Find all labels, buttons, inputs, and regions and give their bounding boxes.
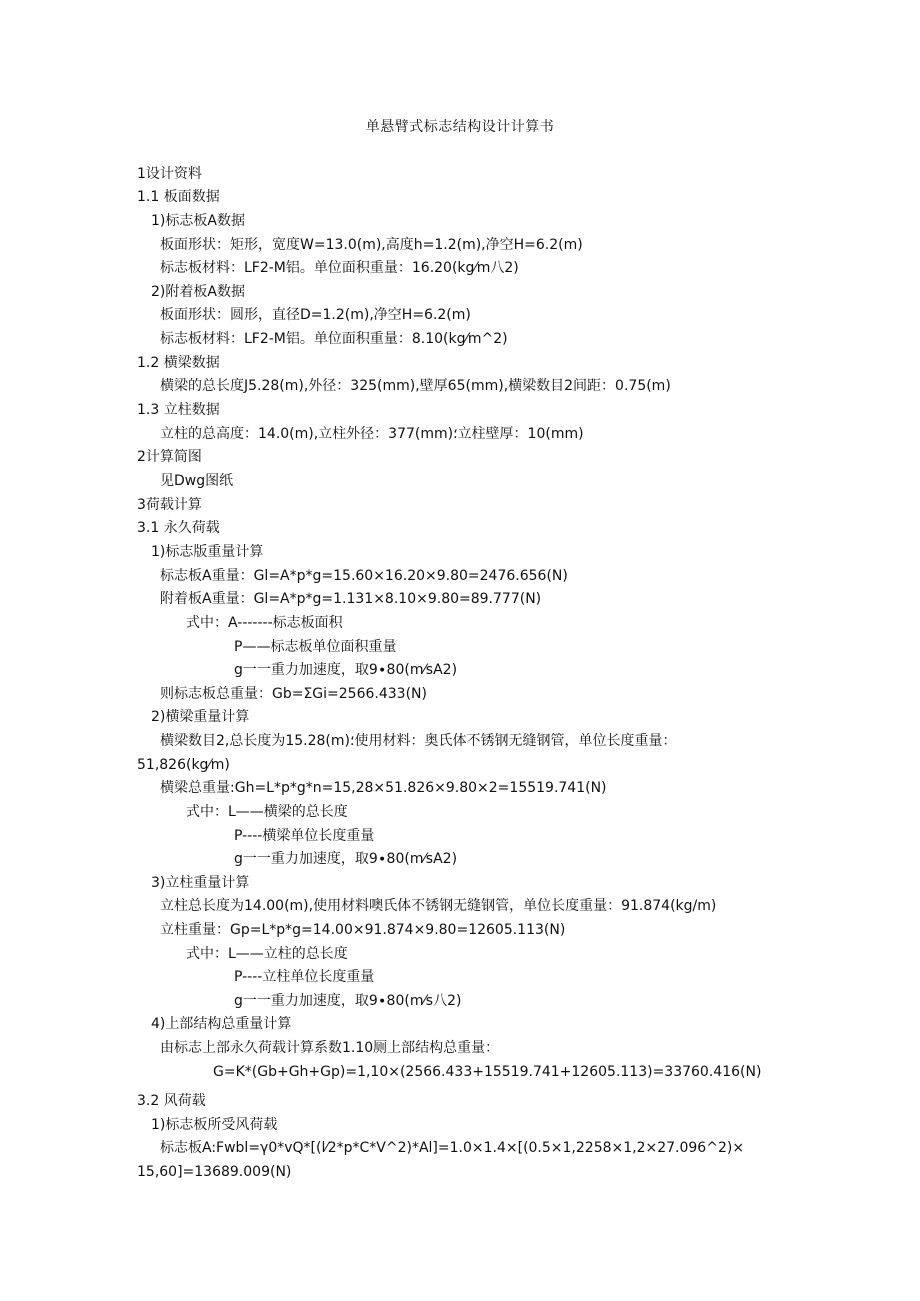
text-line: 标志板A:Fwbl=γ0*vQ*[(l⁄2*p*C*V^2)*Al]=1.0×1.4×[(0.5×1,2258×1,2×27.096^2)× [160,1140,745,1156]
text-line: 则标志板总重量：Gb=ΣGi=2566.433(N) [160,686,427,702]
formula-line: G=K*(Gb+Gh+Gp)=1,10×(2566.433+15519.741+12605.113)=33760.416(N) [213,1064,762,1080]
text-line: P----立柱单位长度重量 [234,969,375,985]
item-heading: 1)标志版重量计算 [151,544,264,560]
item-heading: 2)附着板A数据 [151,284,245,300]
subsection-heading: 1.1 板面数据 [137,189,220,205]
text-line: P——标志板单位面积重量 [234,639,397,655]
subsection-heading: 3.2 风荷载 [137,1093,206,1109]
section-heading: 3荷载计算 [137,497,202,513]
text-line: 立柱的总高度：14.0(m),立柱外径：377(mm)؛立柱壁厚：10(mm) [160,426,584,442]
item-heading: 4)上部结构总重量计算 [151,1016,292,1032]
text-line: 横梁数目2,总长度为15.28(m)؛使用材料：奥氏体不锈钢无缝钢管，单位长度重量： [160,733,677,749]
text-line: 标志板材料：LF2-M铝。单位面积重量：16.20(kg⁄m八2) [160,260,519,276]
item-heading: 1)标志板所受风荷载 [151,1117,278,1133]
text-line: g一一重力加速度，取9∙80(m⁄sA2) [234,662,458,678]
text-line: 横梁总重量:Gh=L*p*g*n=15,28×51.826×9.80×2=15519.741(N) [160,780,607,796]
text-line: 附着板A重量：Gl=A*p*g=1.131×8.10×9.80=89.777(N) [160,591,542,607]
subsection-heading: 1.3 立柱数据 [137,402,220,418]
section-heading: 1设计资料 [137,166,202,182]
text-line: 横梁的总长度J5.28(m),外径：325(mm),壁厚65(mm),横梁数目2间距：0.75(m) [160,378,671,394]
text-line: 标志板材料：LF2-M铝。单位面积重量：8.10(kg⁄m^2) [160,331,508,347]
section-heading: 2计算简图 [137,449,202,465]
text-line: 板面形状：矩形，宽度W=13.0(m),高度h=1.2(m),净空H=6.2(m) [160,237,583,253]
text-line: 式中：L——立柱的总长度 [186,946,348,962]
text-line: 立柱总长度为14.00(m),使用材料噢氏体不锈钢无缝钢管，单位长度重量：91.874(kg/m) [160,898,717,914]
text-line: g一一重力加速度，取9∙80(m⁄sA2) [234,851,458,867]
item-heading: 2)横梁重量计算 [151,709,250,725]
item-heading: 3)立柱重量计算 [151,875,250,891]
subsection-heading: 3.1 永久荷载 [137,520,220,536]
text-line: 立柱重量：Gp=L*p*g=14.00×91.874×9.80=12605.113(N) [160,922,566,938]
text-line: P----横梁单位长度重量 [234,828,375,844]
text-line: 式中：L——横梁的总长度 [186,804,348,820]
text-line: 式中：A-------标志板面积 [186,615,343,631]
text-line: 见Dwg图纸 [160,473,234,489]
text-line: 51,826(kg⁄m) [137,757,230,773]
document-title: 单悬臂式标志结构设计计算书 [365,119,555,135]
text-line: 标志板A重量：Gl=A*p*g=15.60×16.20×9.80=2476.656(N) [160,568,568,584]
subsection-heading: 1.2 横梁数据 [137,355,220,371]
text-line: 由标志上部永久荷载计算系数1.10厕上部结构总重量： [160,1040,500,1056]
text-line: 15,60]=13689.009(N) [137,1164,292,1180]
item-heading: 1)标志板A数据 [151,213,245,229]
text-line: g一一重力加速度，取9∙80(m⁄s八2) [234,993,462,1009]
text-line: 板面形状：圆形，直径D=1.2(m),净空H=6.2(m) [160,307,471,323]
